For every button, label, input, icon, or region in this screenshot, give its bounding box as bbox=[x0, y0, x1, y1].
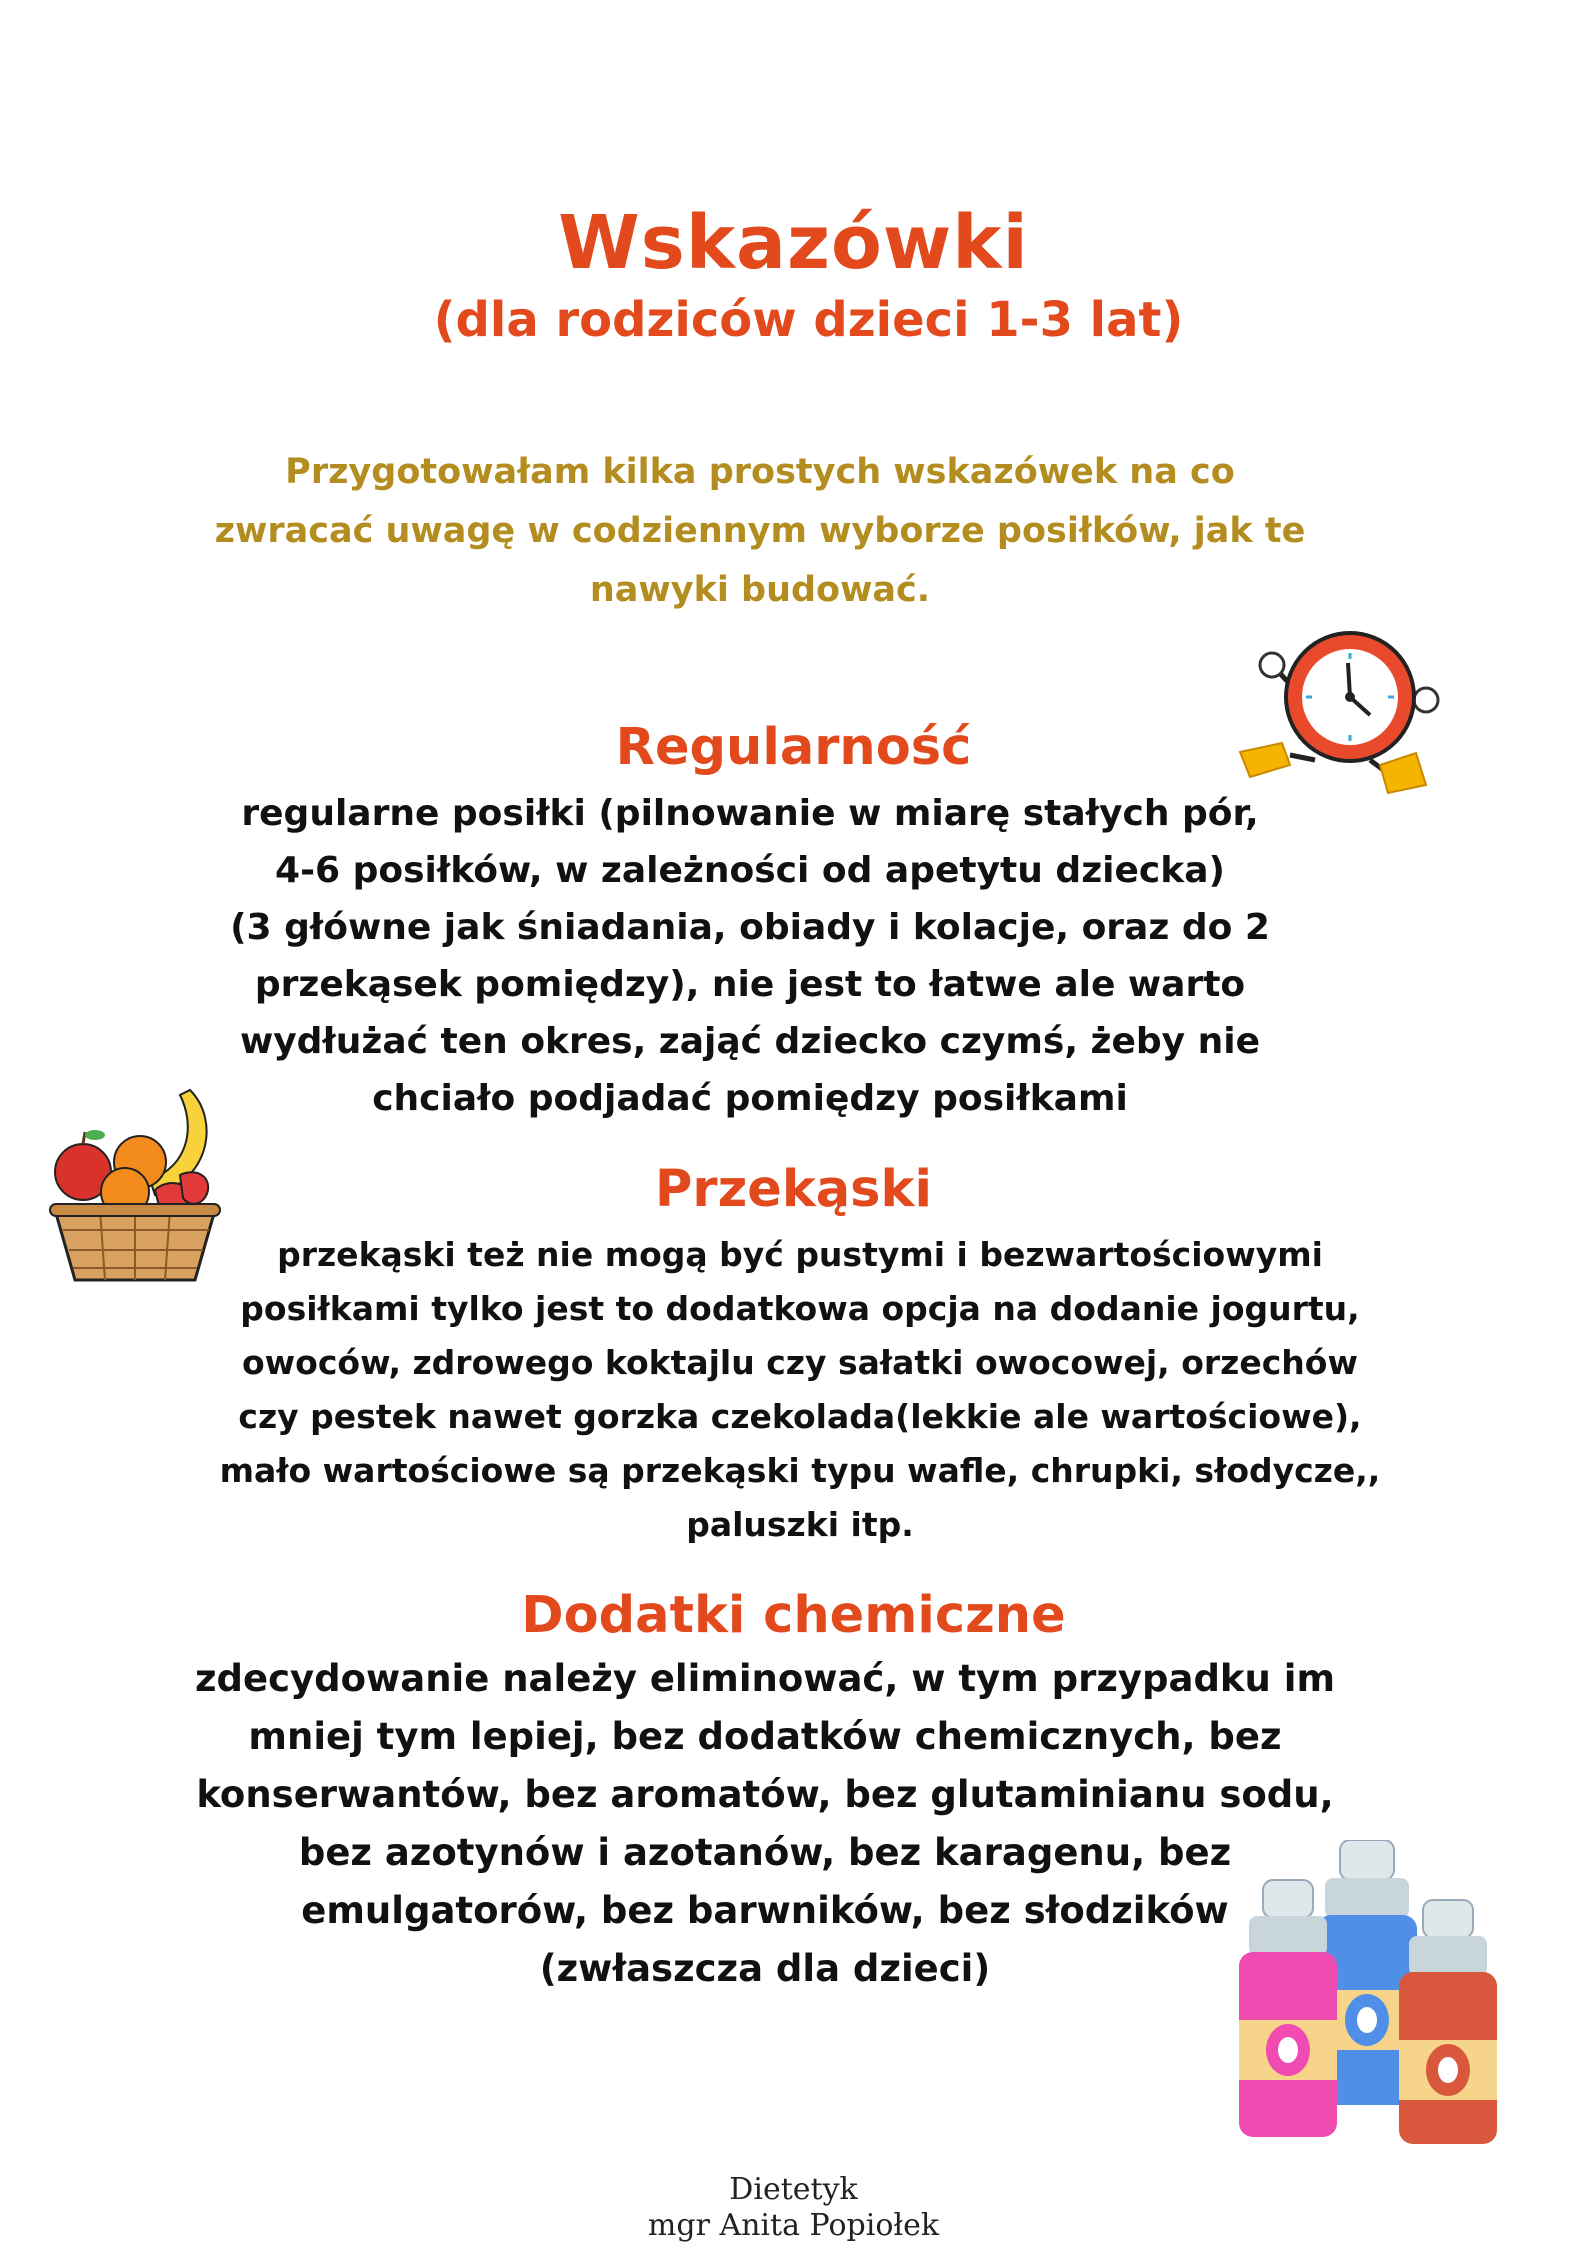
footer-line-role: Dietetyk bbox=[729, 2172, 858, 2207]
text-line: owoców, zdrowego koktajlu czy sałatki owocowej, orzechów bbox=[242, 1343, 1358, 1382]
text-line: czy pestek nawet gorzka czekolada(lekkie ale wartościowe), bbox=[238, 1397, 1362, 1436]
footer-line-name: mgr Anita Popiołek bbox=[647, 2208, 940, 2243]
text-line: mniej tym lepiej, bez dodatków chemicznych, bez bbox=[248, 1715, 1282, 1758]
text-line: zdecydowanie należy eliminować, w tym przypadku im bbox=[194, 1657, 1335, 1700]
page-title: Wskazówki bbox=[558, 200, 1029, 286]
section-heading-additives: Dodatki chemiczne bbox=[521, 1586, 1066, 1645]
text-line: bez azotynów i azotanów, bez karagenu, bez bbox=[298, 1831, 1232, 1874]
running-clock-icon bbox=[1220, 625, 1450, 800]
text-line: przekąski też nie mogą być pustymi i bezwartościowymi bbox=[277, 1235, 1323, 1274]
text-line: (3 główne jak śniadania, obiady i kolacje, oraz do 2 bbox=[230, 907, 1270, 948]
fruit-basket-icon bbox=[45, 1080, 235, 1295]
intro-line: Przygotowałam kilka prostych wskazówek na co bbox=[285, 452, 1235, 492]
section-text-regularity bbox=[150, 785, 1350, 1127]
section-heading-snacks: Przekąski bbox=[655, 1160, 932, 1219]
text-line: regularne posiłki (pilnowanie w miarę stałych pór, bbox=[241, 793, 1259, 834]
text-line: konserwantów, bez aromatów, bez glutaminianu sodu, bbox=[196, 1773, 1334, 1816]
additive-bottles-icon bbox=[1225, 1840, 1525, 2150]
page-subtitle: (dla rodziców dzieci 1-3 lat) bbox=[433, 292, 1184, 348]
intro-line: nawyki budować. bbox=[589, 570, 931, 610]
intro-line: zwracać uwagę w codziennym wyborze posiłków, jak te bbox=[214, 511, 1306, 551]
text-line: wydłużać ten okres, zająć dziecko czymś, żeby nie bbox=[239, 1021, 1261, 1062]
section-text-snacks bbox=[150, 1228, 1450, 1552]
text-line: paluszki itp. bbox=[686, 1505, 914, 1544]
intro-paragraph bbox=[150, 443, 1370, 620]
text-line: chciało podjadać pomiędzy posiłkami bbox=[372, 1078, 1128, 1119]
text-line: 4-6 posiłków, w zależności od apetytu dziecka) bbox=[275, 850, 1225, 891]
text-line: mało wartościowe są przekąski typu wafle, chrupki, słodycze,, bbox=[219, 1451, 1381, 1490]
section-heading-regularity: Regularność bbox=[615, 718, 972, 777]
text-line: przekąsek pomiędzy), nie jest to łatwe ale warto bbox=[254, 964, 1246, 1005]
text-line: emulgatorów, bez barwników, bez słodzików bbox=[301, 1889, 1229, 1932]
footer-signature bbox=[0, 2172, 1587, 2244]
text-line: (zwłaszcza dla dzieci) bbox=[539, 1947, 991, 1990]
section-text-additives bbox=[120, 1650, 1410, 1998]
text-line: posiłkami tylko jest to dodatkowa opcja na dodanie jogurtu, bbox=[240, 1289, 1360, 1328]
